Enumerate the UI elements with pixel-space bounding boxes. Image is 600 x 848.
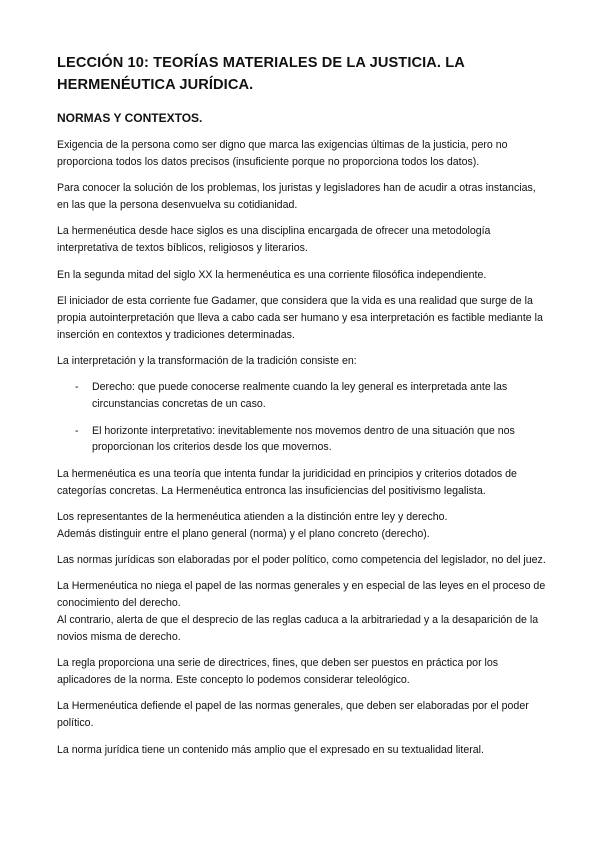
list-item-text: El horizonte interpretativo: inevitablemente nos movemos dentro de una situación que nos proporcionan los criterios desde los que movernos. [92,424,515,454]
list-marker: - [75,424,79,437]
paragraph-3: La hermenéutica desde hace siglos es una disciplina encargada de ofrecer una metodología interpretativa de textos bíblicos, religiosos y literarios. [57,225,491,255]
list-item [57,423,548,457]
section-heading: NORMAS Y CONTEXTOS. [57,111,203,125]
list-item-text: Derecho: que puede conocerse realmente cuando la ley general es interpretada ante las circunstancias concretas de un caso. [92,381,508,411]
paragraph-1: Exigencia de la persona como ser digno que marca las exigencias últimas de la justicia, pero no proporciona todos los datos precisos (insuficiente porque no proporciona todos los datos). [57,139,508,168]
paragraph-8-line-2: Además distinguir entre el plano general (norma) y el plano concreto (derecho). [57,527,430,540]
list-marker: - [75,381,79,394]
paragraph-6: La interpretación y la transformación de la tradición consiste en: [57,354,357,367]
paragraph-8-line-1: Los representantes de la hermenéutica atienden a la distinción entre ley y derecho. [57,510,448,523]
paragraph-2: Para conocer la solución de los problemas, los juristas y legisladores han de acudir a otras instancias, en las que la persona desenvuelva su cotidianidad. [57,182,536,211]
paragraph-10-line-2: Al contrario, alerta de que el desprecio de las reglas caduca a la arbitrariedad y a la desaparición de la novios misma de derecho. [57,614,539,643]
paragraph-11: La regla proporciona una serie de directrices, fines, que deben ser puestos en práctica por los aplicadores de la norma. Este concepto lo podemos considerar teleológico. [57,657,499,687]
lesson-title [57,52,548,96]
lesson-title-line-1: LECCIÓN 10: TEORÍAS MATERIALES DE LA JUSTICIA. LA [57,55,465,71]
paragraph-7: La hermenéutica es una teoría que intenta fundar la juridicidad en principios y criterios dotados de categorías concretas. La Hermenéutica entronca las insuficiencias del positivismo legalista. [57,467,517,497]
paragraph-10-line-1: La Hermenéutica no niega el papel de las normas generales y en especial de las leyes en el proceso de conocimiento del derecho. [57,580,546,610]
paragraph-8 [57,509,548,543]
lesson-title-line-2: HERMENÉUTICA JURÍDICA. [57,77,254,93]
list-item [57,379,548,413]
paragraph-9: Las normas jurídicas son elaboradas por el poder político, como competencia del legislador, no del juez. [57,554,546,567]
paragraph-12: La Hermenéutica defiende el papel de las normas generales, que deben ser elaboradas por el poder político. [57,700,529,730]
paragraph-10 [57,578,548,645]
bullet-list [57,379,548,456]
paragraph-4: En la segunda mitad del siglo XX la hermenéutica es una corriente filosófica independiente. [57,268,487,281]
paragraph-13: La norma jurídica tiene un contenido más amplio que el expresado en su textualidad literal. [57,743,484,756]
paragraph-5: El iniciador de esta corriente fue Gadamer, que considera que la vida es una realidad que surge de la propia autointerpretación que lleva a cabo cada ser humano y esa interpretación es factible mediante la inserción en contextos y tradiciones determinadas. [57,294,543,341]
